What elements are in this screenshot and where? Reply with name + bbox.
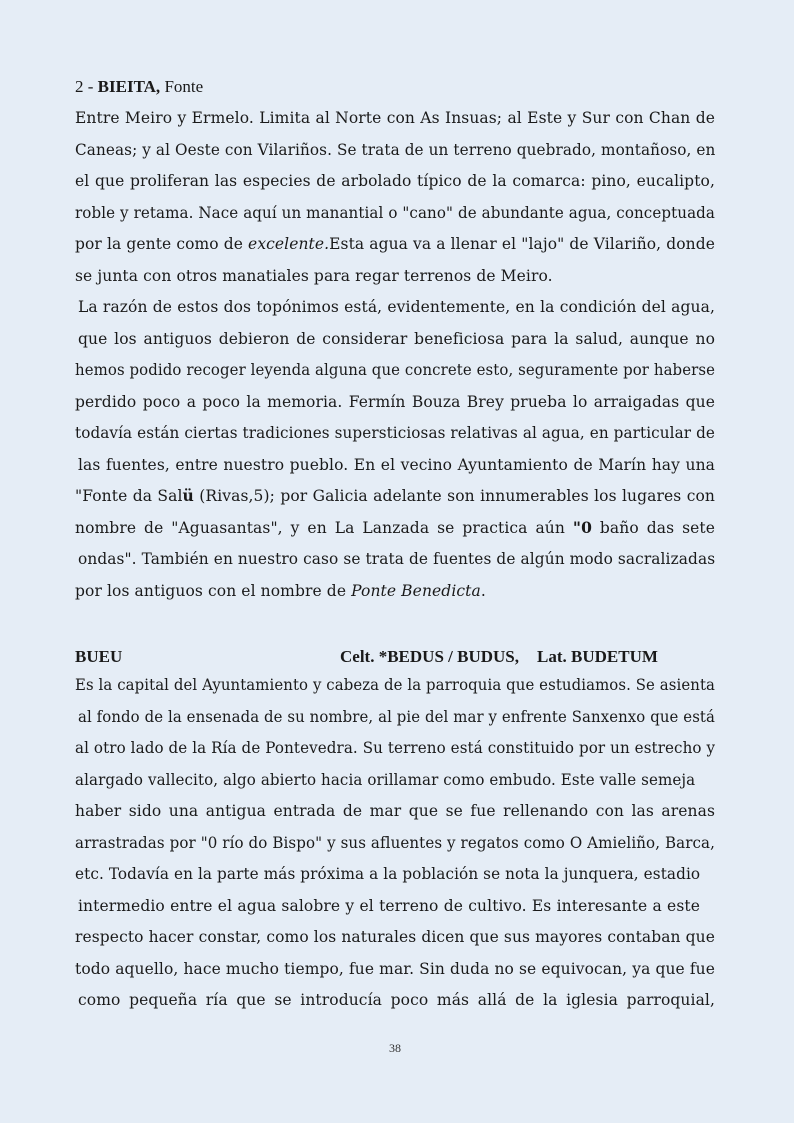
text-line: las fuentes, entre nuestro pueblo. En el vecino Ayuntamiento de Marín hay una — [78, 456, 715, 474]
text-line — [75, 234, 715, 254]
text-span: por los antiguos con el nombre de — [75, 582, 352, 600]
etymology-celtic: Celt. *BEDUS / BUDUS, — [340, 647, 519, 666]
text-line — [75, 581, 715, 601]
text-span: . — [480, 582, 486, 600]
text-line: La razón de estos dos topónimos está, evidentemente, en la condición del agua, — [78, 298, 715, 316]
text-line: alargado vallecito, algo abierto hacia orillamar como embudo. Este valle semeja — [75, 771, 696, 789]
text-line: hemos podido recoger leyenda alguna que concrete esto, seguramente por haberse — [75, 361, 716, 379]
text-line: respecto hacer constar, como los naturales dicen que sus mayores contaban que — [75, 928, 715, 946]
entry-title-bieita — [75, 77, 203, 97]
italic-term: excelente. — [248, 235, 330, 253]
text-line: al fondo de la ensenada de su nombre, al pie del mar y enfrente Sanxenxo que está — [78, 708, 715, 726]
text-line: al otro lado de la Ría de Pontevedra. Su terreno está constituido por un estrecho y — [75, 739, 716, 757]
text-span: baño das sete — [591, 519, 715, 537]
page-number: 38 — [389, 1041, 401, 1055]
text-line: Entre Meiro y Ermelo. Limita al Norte con As Insuas; al Este y Sur con Chan de — [75, 109, 715, 127]
text-line — [75, 486, 715, 506]
entry-title-bueu: BUEU — [75, 647, 123, 666]
text-line: arrastradas por "0 río do Bispo" y sus afluentes y regatos como O Amieliño, Barca, — [75, 834, 715, 852]
text-span: por la gente como de — [75, 235, 249, 253]
text-line: se junta con otros manatiales para regar terrenos de Meiro. — [75, 267, 553, 285]
text-line: intermedio entre el agua salobre y el terreno de cultivo. Es interesante a este — [78, 897, 700, 915]
text-line: todavía están ciertas tradiciones supersticiosas relativas al agua, en particular de — [75, 424, 715, 442]
text-line: perdido poco a poco la memoria. Fermín Bouza Brey prueba lo arraigadas que — [75, 393, 715, 411]
italic-term: Ponte Benedicta — [351, 582, 481, 600]
text-line: roble y retama. Nace aquí un manantial o "cano" de abundante agua, conceptuada — [75, 204, 715, 222]
text-line: haber sido una antigua entrada de mar que se fue rellenando con las arenas — [75, 802, 715, 820]
text-span: nombre de "Aguasantas", y en La Lanzada se practica aún — [75, 519, 573, 537]
text-span: (Rivas,5); por Galicia adelante son innumerables los lugares con — [193, 487, 715, 505]
text-line — [75, 518, 715, 538]
entry-etymology — [340, 647, 658, 667]
entry-name: BIEITA, — [97, 77, 161, 96]
text-line: que los antiguos debieron de considerar beneficiosa para la salud, aunque no — [78, 330, 715, 348]
entry-subname: Fonte — [160, 77, 204, 96]
text-line: Es la capital del Ayuntamiento y cabeza de la parroquia que estudiamos. Se asienta — [75, 676, 716, 694]
text-line: Caneas; y al Oeste con Vilariños. Se trata de un terreno quebrado, montañoso, en — [75, 141, 716, 159]
broken-glyph: ü — [182, 486, 194, 505]
text-line: ondas". También en nuestro caso se trata de fuentes de algún modo sacralizadas — [78, 550, 716, 568]
text-line: como pequeña ría que se introducía poco más allá de la iglesia parroquial, — [78, 991, 715, 1009]
etymology-latin: Lat. BUDETUM — [537, 647, 658, 666]
text-span: "Fonte da Sal — [75, 487, 183, 505]
text-line: etc. Todavía en la parte más próxima a la población se nota la junquera, estadio — [75, 865, 701, 883]
bold-span: "0 — [572, 518, 592, 537]
entry-number: 2 - — [75, 77, 98, 96]
text-line: el que proliferan las especies de arbolado típico de la comarca: pino, eucalipto, — [75, 172, 715, 190]
text-line: todo aquello, hace mucho tiempo, fue mar. Sin duda no se equivocan, ya que fue — [75, 960, 715, 978]
text-span: Esta agua va a llenar el "lajo" de Vilariño, donde — [329, 235, 716, 253]
